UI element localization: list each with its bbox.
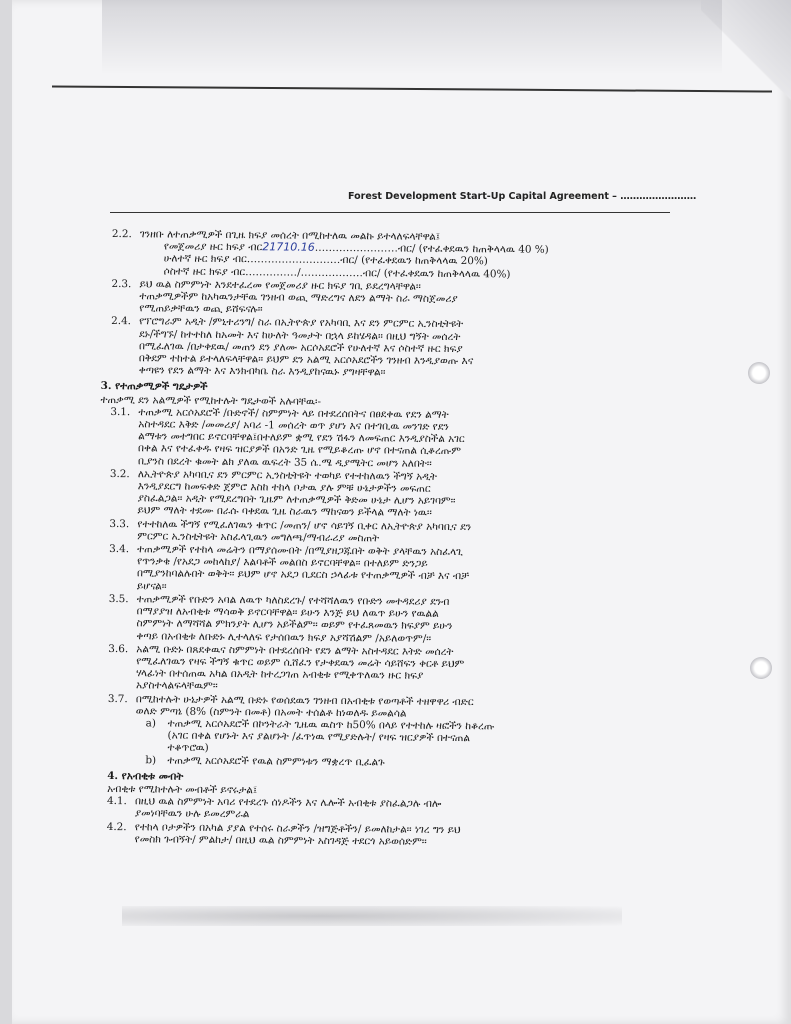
- first-installment-percent: ……………………ብር/ (የተፈቀደዉን ከጠቅላላዉ 40 %): [314, 241, 549, 257]
- clause-line: የፕሮግራም አዲት /ምኒተሪንግ/ ስራ በኢትዮጵያ የአካባቢ እና ደን ምርምር ኢንስቲትዩት: [139, 315, 464, 331]
- first-installment-label: የመጀመሪያ ዙር ክፍያ ብር: [163, 240, 263, 254]
- clause-number: 2.4.: [111, 315, 132, 328]
- clause-number: 4.2.: [106, 820, 127, 833]
- clause-line: ገንዘቡ ለተጠቃሚዎች በጊዜ ክፍያ መሰረት በሚከተለዉ መልኩ ይተላለፍላቸዋል፤: [139, 228, 441, 243]
- clause-line: ያስፈልጋል፡፡ አዲት የሚደረግበት ጊዜም ለተጠቃሚዎች ቅድመ ሁኔታ ሊሆን አይገባም፡፡: [137, 492, 456, 508]
- clause-line: ይህ ዉል ስምምነት እንደተፈረመ የመጀመሪያ ዙር ክፍያ ገቢ ይደረግላቸዋል፡፡: [139, 278, 421, 293]
- copy-smudge: [122, 906, 622, 926]
- punch-hole-top: [748, 362, 770, 384]
- clause-line: ቀጣዩን የደን ልማት እና እንክብካቤ ስራ እንዲያከናዉኑ ያግዛቸዋል፡፡: [138, 364, 386, 379]
- clause-number: 3.2.: [109, 467, 130, 481]
- clause-line: የተተከለዉ ችግኝ የሚፈለገዉን ቁጥር /መጠን/ ሆኖ ሳይገኝ ቢቀር ለኢትዮጵያ አካባቢና ደን: [137, 517, 472, 533]
- clause-line: አስተዳደር እቅድ /መመሪያ/ አባሪ -1 መሰረት ወጥ ያሆነ እና በተገቢዉ መንገድ የደን: [138, 418, 449, 433]
- clause-2-4: [111, 315, 727, 381]
- section-3-intro: ተጠቃሚ ደን አልሚዎች የሚከተሉት ግዴታወች አሉባቸዉ፡-: [100, 393, 322, 408]
- clause-line: ቢያንስ በደረት ቁመት ልክ ያለዉ ዉፍረት 35 ሴ.ሜ ዲያሜትር መሆን አለበት፡፡: [137, 454, 432, 470]
- clause-line: በዚህ ዉል ስምምነት አባሪ የተደረጉ ሰነዶችን እና ሌሎች አብቂቱ ያስፈልጋሉ ብሎ: [134, 795, 442, 811]
- clause-number: 3.7.: [107, 692, 128, 705]
- clause-line: በቀል እና የተፈቀዱ የዛፍ ዝርያዎች በአንድ ጊዜ የሚይቆረጡ ሆኖ በተናጠል ሲቆረጡም: [138, 442, 462, 458]
- section-number: 4.: [107, 769, 119, 782]
- clause-line: በሚከተሉት ሁኔታዎች አልሚ ቡድኑ የወሰደዉን ገንዘብ በአብቂቱ የወጣቶች ተዘዋዋሪ ብድር: [135, 692, 474, 708]
- clause-line: ተጠቃሚዎችም ከአካዉንታቸዉ ገንዘብ ወጪ ማድረግና ለደን ልማት ስራ ማስጀመሪያ: [139, 290, 458, 306]
- clause-number: 3.4.: [109, 543, 130, 556]
- bleed-through-shadow: [102, 0, 722, 75]
- clause-line: ተጠቃሚዎች የቡድን አባል ለዉጥ ካለስደረጉ/ የተሻሻለዉን የቡድን መተዳደሪያ ደንብ: [136, 593, 450, 608]
- clause-line: ልማቱን መተግበር ይኖርባቸዋል፤በተለይም ቋሚ የደን ሽፋን ለመፍጠር እንዲያስችል አገር: [138, 430, 465, 446]
- section-title: የአብቂቱ መብት: [121, 769, 184, 783]
- clause-line: እንዲያደርግ ከመፍቀድ ጀምሮ እስከ ተከላ ቦታዉ ያሉ ምቹ ሁኔታዎችን መፍጠር: [137, 480, 431, 495]
- clause-line: (አገር በቀል የሆኑት እና ያልሆኑት /ፈጥነዉ የሚያድሉት/ የዛፍ ዝርያዎች በተናጠል: [167, 729, 471, 745]
- clause-3-7-a: [135, 717, 722, 759]
- clause-line: ሶስተኛ ዙር ክፍያ ብር……………/………………ብር/ (የተፈቀደዉን ከጠቅላላዉ 40%): [163, 265, 511, 281]
- clause-3-5: [108, 593, 723, 647]
- clause-line: ያመነባቸዉን ሁሉ ይመረምራል: [134, 807, 250, 821]
- clause-line: ይህም ማለት ተደሙ በራሱ ባቀደዉ ጊዜ ስራዉን ማከናወን ይችላል ማለት ነዉ፡፡: [137, 504, 432, 520]
- clause-number: 3.6.: [108, 642, 129, 655]
- clause-number: 3.3.: [109, 517, 130, 530]
- clause-2-2: [112, 228, 727, 282]
- section-4-intro: አብቂቱ የሚከተሉት መብቶች ይኖሩታል፤: [107, 782, 258, 797]
- clause-line: የተከላ ቦታዎችን በአካል ያያል የተሰሩ ስራዎችን /ዝግጅቶችን/ ይመለከታል፡፡ ነገረ ግን ይህ: [134, 820, 461, 836]
- clause-line: ሁለተኛ ዙር ክፍያ ብር………………………ብር/ (የተፈቀደዉን ከጠቅላላዉ 20%): [163, 252, 488, 268]
- clause-line: ተጠቃሚ አርሶአደሮች የዉል ስምምነቱን ማቋረጥ ቢፈልጉ: [167, 754, 385, 768]
- document-body: [100, 228, 727, 851]
- clause-line: በማያያዝ ለአብቂቱ ማሳወቅ ይኖርባቸዋል፡፡ ይሁን እንጅ ይህ ለዉጥ ይሁን የዉልል: [136, 605, 439, 620]
- clause-3-7: [107, 692, 723, 771]
- clause-line: ለኢትዮጵያ አካባቢና ደን ምርምር ኢንስቲትዩት ተወካይ የተተከለዉን ችግኝ አዲት: [137, 468, 437, 483]
- document-header: [348, 191, 697, 202]
- clause-line: ስምምነት ለማሻሻል ምክንያት ሊሆን አይችልም፡፡ ወይም የተፈጸመዉን ክፍያም ይሁን: [136, 617, 453, 633]
- clause-line: የመስክ ጉብኝት/ ምልከታ/ በዚህ ዉል ስምምነት አስገዳጅ ተደርጎ አይወሰድም፡፡: [134, 832, 427, 848]
- header-dots: ……………………: [620, 191, 697, 202]
- sub-clause-letter: a): [145, 717, 156, 730]
- clause-line: ተጠቃሚ አርሶአደሮች /ቡድኖች/ ስምምነት ላይ በተደረሰበትና በፀደቀዉ የደን ልማት: [138, 406, 449, 421]
- clause-3-6: [108, 643, 723, 697]
- clause-number: 2.2.: [111, 228, 132, 241]
- section-number: 3.: [100, 380, 112, 393]
- clause-line: ምርምር ኢንስቲትዩት አስፈላጊዉን መግለጫ/ማብራሪያ መስጠት: [137, 530, 380, 545]
- clause-3-2: [109, 468, 724, 522]
- clause-line: ተጠቃሚ አርሶአደሮች በኮንትራት ጊዜዉ ዉስጥ ከ50% በላይ የተተከሉ ዛፎችን ከቆረጡ: [167, 717, 495, 733]
- clause-number: 3.5.: [108, 592, 129, 606]
- clause-number: 3.1.: [110, 405, 131, 419]
- clause-line: ቀጣይ በአብቂቱ ለቡድኑ ሊተላለፍ የታሰበዉን ክፍያ አያሻሽልም /አይለወጥም/፡፡: [136, 629, 432, 645]
- clause-number: 4.1.: [106, 795, 127, 808]
- clause-line: ተጠቃሚዎች የተከላ መሬትን በማያሰሙበት /በሚያዘጋጁበት ወቅት ያላቸዉን አስፈላጊ: [137, 543, 463, 559]
- clause-line: የሚፈለገዉን የዛፍ ችግኝ ቁጥር ወይም ሲሸፈን የታቀደዉን መሬት ሳይሸፍን ቀርቶ ይህም: [136, 655, 465, 670]
- clause-line: አያስተላልፍላቸዉም፡፡: [135, 679, 218, 693]
- clause-2-3: [111, 278, 726, 320]
- clause-line: አልሚ ቡድኑ በጸደቀዉና ስምምነት በተደረሰበት የደን ልማት አስተዳደር እትድ መሰረት: [136, 642, 454, 658]
- clause-3-4: [109, 543, 724, 597]
- top-rule: [52, 85, 772, 92]
- header-title: Forest Development Start-Up Capital Agreement –: [348, 191, 617, 202]
- clause-line: ሃላፊነት በተሰጠዉ አካል በአዲት ከተረጋገጠ አብቂቱ የሚቀጥለዉን ዙር ክፍያ: [136, 667, 424, 682]
- header-rule: [110, 212, 670, 213]
- clause-line: በሚፈለገዉ /በታቀደዉ/ መጠን ደን ያለሙ አርሶአደሮች የሁለተኛ እና ሶስተኛ ዙር ክፍያ: [138, 340, 463, 355]
- clause-line: የጥንቃቄ /የአደጋ መከላከያ/ እልባቶች መልበስ ይኖርባቸዋል፡፡ በተለይም ድንጋይ: [137, 555, 428, 571]
- clause-line: ወለድ ምጣኔ (8% (ስምንት በመቶ) በአመት ተሰልቶ ከነወለዱ ይመልሳል: [135, 704, 407, 720]
- clause-line: ደኑ/ችግኙ/ ከተተከለ ከአመት እና ከሁለት ዓመታት በኋላ ይከሄዳል፡፡ በዚህ ግኝት መሰረት: [139, 327, 461, 343]
- clause-line: ተቆጥሮዉ): [167, 741, 209, 755]
- sub-clause-letter: b): [145, 753, 157, 766]
- clause-3-1: [110, 406, 726, 472]
- clause-line: ይሆናል፡፡: [136, 579, 167, 593]
- clause-line: በሚያንከባልሉበት ወቅት፡፡ ይህም ሆኖ አደጋ ቢደርስ ኃላፊቱ የተጠቃሚዎች ብቻ እና ብቻ: [136, 567, 470, 583]
- punch-hole-bottom: [750, 657, 772, 679]
- clause-line: የሚጠይቃቸዉን ወጪ ይሸፍናሉ፡፡: [139, 302, 263, 316]
- clause-number: 2.3.: [111, 277, 132, 290]
- section-title: የተጠቃሚዎች ግዴታዎች: [115, 380, 208, 394]
- clause-4-2: [107, 821, 722, 851]
- handwritten-amount: 21710.16: [262, 240, 315, 254]
- clause-line: በቅደም ተከተል ይተላለፍላቸዋል፡፡ ይህም ደን አልሚ አርሶአደሮችን ገንዘብ እንዲያወጡ እና: [138, 352, 474, 368]
